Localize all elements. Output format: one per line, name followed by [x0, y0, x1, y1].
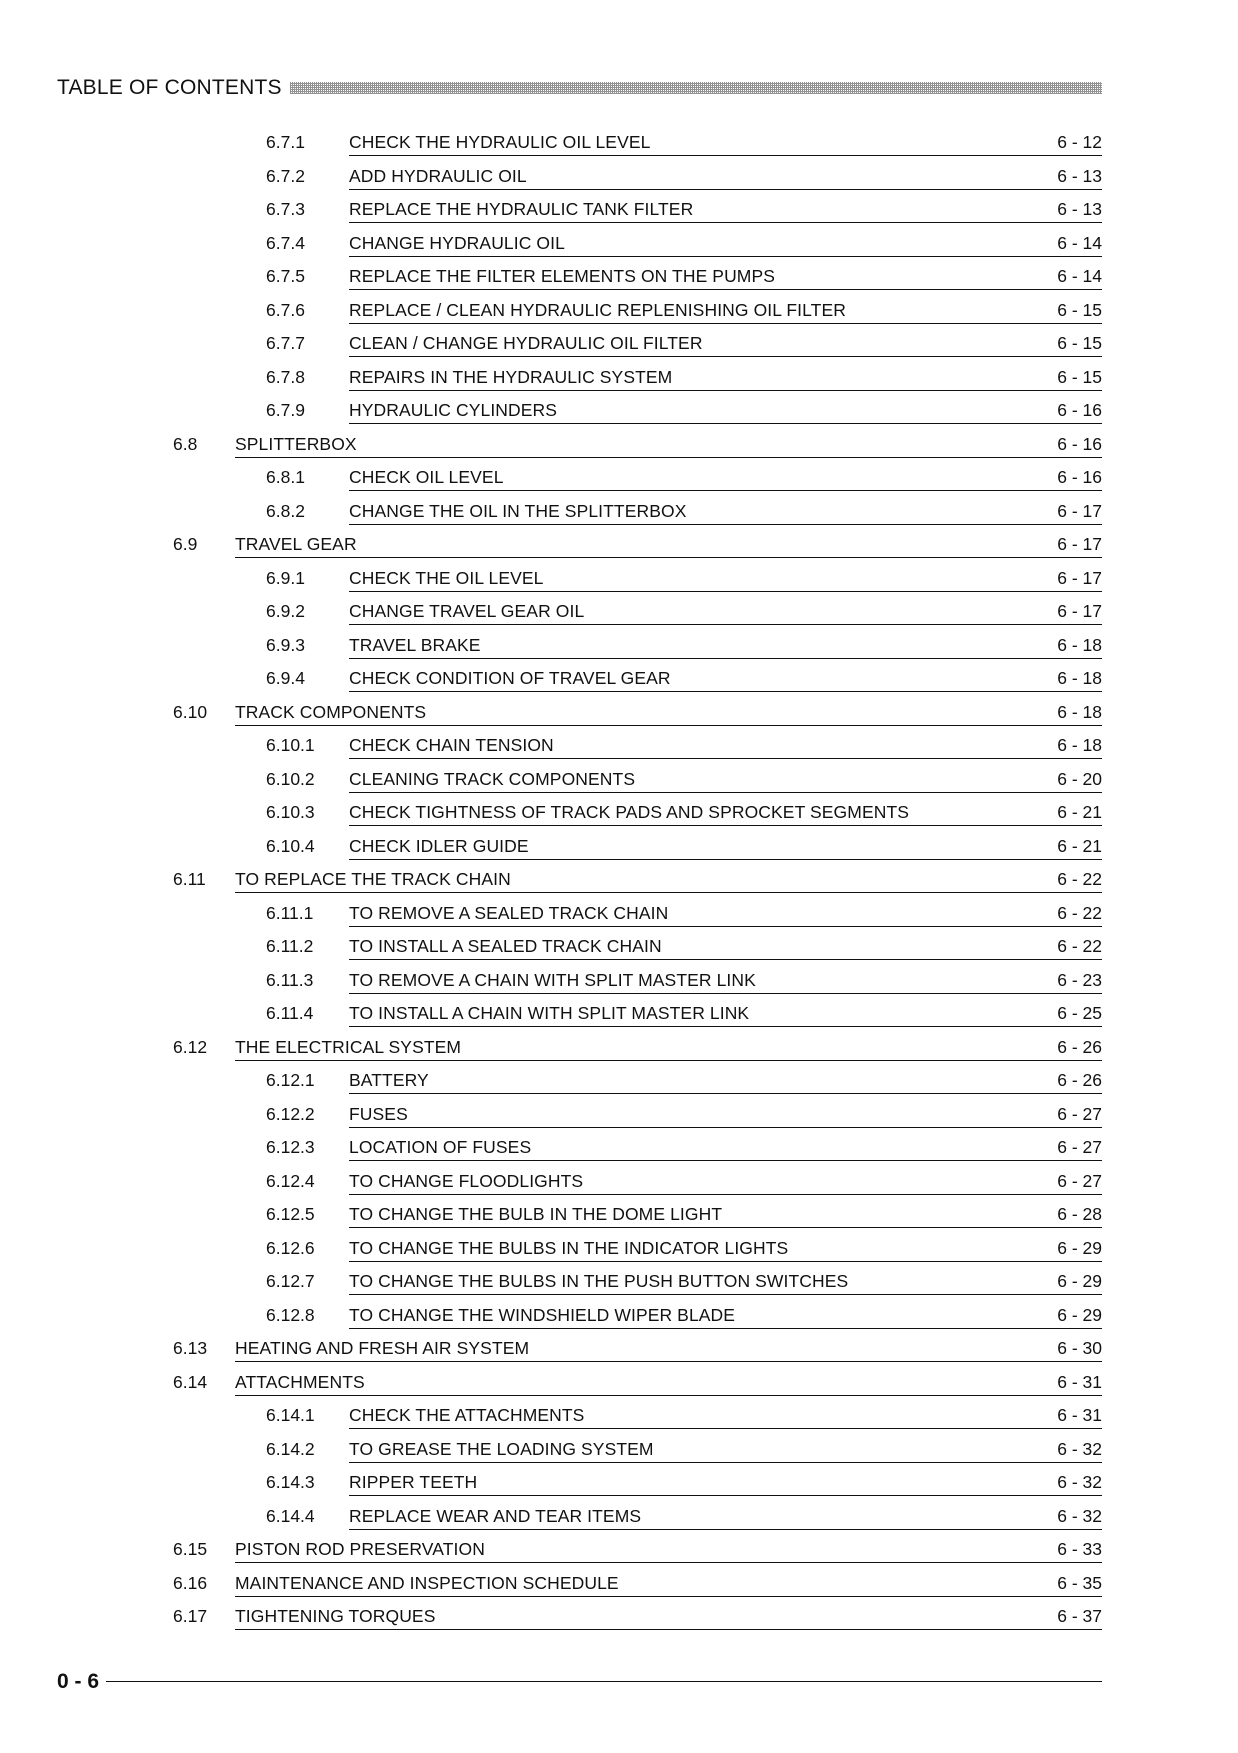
- toc-entry-underline: [349, 390, 1102, 391]
- page-title: TABLE OF CONTENTS: [57, 76, 282, 99]
- toc-entry-underline: [349, 758, 1102, 759]
- toc-entry-number: 6.7.5: [266, 266, 305, 286]
- toc-entry-title: REPLACE THE HYDRAULIC TANK FILTER: [349, 199, 694, 219]
- footer-rule: [106, 1681, 1102, 1682]
- toc-subsection-entry[interactable]: [0, 1131, 1238, 1165]
- toc-entry-page: 6 - 22: [1057, 936, 1102, 956]
- toc-entry-page: 6 - 26: [1057, 1036, 1102, 1057]
- toc-entry-underline: [349, 624, 1102, 625]
- toc-entry-underline: [235, 725, 1102, 726]
- toc-entry-page: 6 - 30: [1057, 1338, 1102, 1358]
- toc-entry-page: 6 - 33: [1057, 1539, 1102, 1559]
- toc-entry-underline: [349, 691, 1102, 692]
- toc-entry-title: TO REMOVE A CHAIN WITH SPLIT MASTER LINK: [349, 969, 756, 990]
- toc-entry-number: 6.10.4: [266, 835, 315, 856]
- toc-subsection-entry[interactable]: [0, 361, 1238, 395]
- toc-entry-number: 6.9: [173, 534, 198, 554]
- toc-entry-page: 6 - 15: [1057, 299, 1102, 320]
- toc-entry-number: 6.14.4: [266, 1505, 315, 1526]
- toc-subsection-entry[interactable]: [0, 495, 1238, 529]
- toc-entry-number: 6.16: [173, 1572, 208, 1593]
- toc-entry-page: 6 - 25: [1057, 1003, 1102, 1023]
- toc-entry-title: TIGHTENING TORQUES: [235, 1606, 436, 1626]
- toc-entry-underline: [349, 256, 1102, 257]
- toc-entry-number: 6.14: [173, 1371, 208, 1392]
- toc-entry-number: 6.10.3: [266, 802, 315, 822]
- toc-entry-number: 6.7.8: [266, 366, 305, 387]
- toc-entry-number: 6.12.7: [266, 1271, 315, 1291]
- toc-entry-page: 6 - 20: [1057, 768, 1102, 789]
- toc-entry-number: 6.12.2: [266, 1103, 315, 1124]
- toc-entry-title: CHECK CONDITION OF TRAVEL GEAR: [349, 668, 671, 688]
- toc-entry-underline: [235, 1629, 1102, 1630]
- toc-entry-number: 6.11.4: [266, 1003, 314, 1023]
- toc-entry-title: SPLITTERBOX: [235, 433, 357, 454]
- toc-entry-title: LOCATION OF FUSES: [349, 1137, 532, 1157]
- toc-section-entry[interactable]: [0, 1567, 1238, 1601]
- toc-entry-page: 6 - 17: [1057, 601, 1102, 621]
- toc-section-entry[interactable]: [0, 528, 1238, 562]
- toc-section-entry[interactable]: [0, 863, 1238, 897]
- toc-entry-number: 6.9.3: [266, 634, 305, 655]
- toc-entry-underline: [235, 892, 1102, 893]
- toc-subsection-entry[interactable]: [0, 394, 1238, 428]
- toc-entry-page: 6 - 17: [1057, 534, 1102, 554]
- toc-entry-title: CHECK CHAIN TENSION: [349, 735, 554, 755]
- toc-entry-page: 6 - 14: [1057, 232, 1102, 253]
- toc-subsection-entry[interactable]: [0, 1064, 1238, 1098]
- toc-section-entry[interactable]: [0, 428, 1238, 462]
- toc-entry-underline: [235, 1361, 1102, 1362]
- toc-entry-title: REPLACE THE FILTER ELEMENTS ON THE PUMPS: [349, 266, 776, 286]
- toc-entry-underline: [349, 1261, 1102, 1262]
- toc-entry-number: 6.12.5: [266, 1204, 315, 1224]
- toc-entry-underline: [349, 1529, 1102, 1530]
- toc-entry-underline: [349, 1462, 1102, 1463]
- toc-section-entry[interactable]: [0, 1533, 1238, 1567]
- toc-entry-page: 6 - 15: [1057, 366, 1102, 387]
- toc-subsection-entry[interactable]: [0, 830, 1238, 864]
- toc-entry-number: 6.8.1: [266, 467, 305, 487]
- toc-entry-underline: [349, 1026, 1102, 1027]
- toc-entry-underline: [235, 1596, 1102, 1597]
- toc-subsection-entry[interactable]: [0, 1466, 1238, 1500]
- toc-entry-page: 6 - 12: [1057, 132, 1102, 152]
- page-header: [57, 76, 1102, 100]
- toc-entry-number: 6.7.6: [266, 299, 305, 320]
- toc-entry-underline: [349, 1093, 1102, 1094]
- footer-page-number: 0 - 6: [57, 1670, 100, 1693]
- toc-entry-number: 6.15: [173, 1539, 208, 1559]
- toc-entry-underline: [349, 1328, 1102, 1329]
- toc-subsection-entry[interactable]: [0, 294, 1238, 328]
- toc-subsection-entry[interactable]: [0, 461, 1238, 495]
- toc-entry-page: 6 - 21: [1057, 835, 1102, 856]
- toc-subsection-entry[interactable]: [0, 1232, 1238, 1266]
- toc-entry-title: PISTON ROD PRESERVATION: [235, 1539, 485, 1559]
- toc-subsection-entry[interactable]: [0, 629, 1238, 663]
- toc-subsection-entry[interactable]: [0, 662, 1238, 696]
- toc-subsection-entry[interactable]: [0, 1198, 1238, 1232]
- toc-entry-page: 6 - 13: [1057, 165, 1102, 186]
- toc-subsection-entry[interactable]: [0, 997, 1238, 1031]
- toc-entry-number: 6.9.2: [266, 601, 305, 621]
- toc-entry-number: 6.14.2: [266, 1438, 315, 1459]
- toc-subsection-entry[interactable]: [0, 763, 1238, 797]
- toc-subsection-entry[interactable]: [0, 126, 1238, 160]
- toc-entry-page: 6 - 21: [1057, 802, 1102, 822]
- toc-entry-title: TO REPLACE THE TRACK CHAIN: [235, 869, 511, 889]
- toc-entry-underline: [349, 825, 1102, 826]
- toc-section-entry[interactable]: [0, 1600, 1238, 1634]
- toc-entry-page: 6 - 27: [1057, 1103, 1102, 1124]
- toc-entry-title: ADD HYDRAULIC OIL: [349, 165, 527, 186]
- toc-subsection-entry[interactable]: [0, 1500, 1238, 1534]
- toc-entry-title: CLEANING TRACK COMPONENTS: [349, 768, 636, 789]
- toc-entry-number: 6.12.4: [266, 1170, 315, 1191]
- toc-subsection-entry[interactable]: [0, 562, 1238, 596]
- toc-entry-page: 6 - 29: [1057, 1271, 1102, 1291]
- toc-entry-title: TO CHANGE THE BULB IN THE DOME LIGHT: [349, 1204, 723, 1224]
- toc-entry-title: CHECK THE OIL LEVEL: [349, 567, 544, 588]
- toc-subsection-entry[interactable]: [0, 260, 1238, 294]
- toc-entry-underline: [349, 926, 1102, 927]
- toc-entry-underline: [349, 1428, 1102, 1429]
- toc-entry-title: CHANGE THE OIL IN THE SPLITTERBOX: [349, 500, 687, 521]
- toc-subsection-entry[interactable]: [0, 1433, 1238, 1467]
- toc-entry-title: REPLACE WEAR AND TEAR ITEMS: [349, 1505, 642, 1526]
- toc-entry-number: 6.7.9: [266, 400, 305, 420]
- toc-entry-title: CHECK OIL LEVEL: [349, 467, 504, 487]
- toc-entry-title: TRACK COMPONENTS: [235, 701, 427, 722]
- toc-entry-underline: [349, 1194, 1102, 1195]
- toc-entry-number: 6.11: [173, 869, 206, 889]
- header-rule: [290, 82, 1102, 94]
- toc-entry-underline: [349, 792, 1102, 793]
- toc-entry-page: 6 - 31: [1057, 1371, 1102, 1392]
- toc-entry-page: 6 - 26: [1057, 1070, 1102, 1090]
- toc-subsection-entry[interactable]: [0, 160, 1238, 194]
- toc-entry-page: 6 - 37: [1057, 1606, 1102, 1626]
- toc-entry-title: CLEAN / CHANGE HYDRAULIC OIL FILTER: [349, 333, 703, 353]
- toc-entry-underline: [235, 1395, 1102, 1396]
- toc-entry-page: 6 - 22: [1057, 869, 1102, 889]
- toc-entry-underline: [235, 1060, 1102, 1061]
- toc-entry-page: 6 - 18: [1057, 701, 1102, 722]
- toc-entry-page: 6 - 14: [1057, 266, 1102, 286]
- toc-entry-underline: [349, 356, 1102, 357]
- toc-entry-underline: [349, 859, 1102, 860]
- toc-entry-title: TO CHANGE FLOODLIGHTS: [349, 1170, 584, 1191]
- toc-entry-underline: [349, 993, 1102, 994]
- toc-entry-page: 6 - 16: [1057, 433, 1102, 454]
- toc-subsection-entry[interactable]: [0, 1165, 1238, 1199]
- toc-entry-underline: [349, 658, 1102, 659]
- toc-entry-number: 6.9.1: [266, 567, 305, 588]
- toc-section-entry[interactable]: [0, 696, 1238, 730]
- toc-entry-title: THE ELECTRICAL SYSTEM: [235, 1036, 462, 1057]
- toc-entry-number: 6.10: [173, 701, 208, 722]
- toc-entry-title: BATTERY: [349, 1070, 429, 1090]
- toc-entry-title: FUSES: [349, 1103, 408, 1124]
- toc-subsection-entry[interactable]: [0, 796, 1238, 830]
- toc-entry-underline: [349, 1294, 1102, 1295]
- toc-entry-number: 6.12.8: [266, 1304, 315, 1325]
- toc-subsection-entry[interactable]: [0, 897, 1238, 931]
- toc-entry-title: CHECK IDLER GUIDE: [349, 835, 529, 856]
- toc-entry-page: 6 - 18: [1057, 634, 1102, 655]
- toc-entry-underline: [349, 524, 1102, 525]
- toc-entry-underline: [349, 490, 1102, 491]
- toc-entry-title: TO INSTALL A SEALED TRACK CHAIN: [349, 936, 662, 956]
- toc-entry-underline: [349, 423, 1102, 424]
- toc-entry-number: 6.8.2: [266, 500, 305, 521]
- toc-entry-page: 6 - 29: [1057, 1237, 1102, 1258]
- toc-subsection-entry[interactable]: [0, 227, 1238, 261]
- toc-entry-number: 6.14.1: [266, 1405, 315, 1425]
- toc-entry-number: 6.10.2: [266, 768, 315, 789]
- toc-entry-underline: [349, 1227, 1102, 1228]
- toc-entry-page: 6 - 32: [1057, 1472, 1102, 1492]
- toc-entry-title: ATTACHMENTS: [235, 1371, 365, 1392]
- toc-entry-number: 6.14.3: [266, 1472, 315, 1492]
- toc-entry-underline: [349, 1160, 1102, 1161]
- toc-section-entry[interactable]: [0, 1366, 1238, 1400]
- toc-entry-title: CHECK THE ATTACHMENTS: [349, 1405, 585, 1425]
- toc-entry-title: REPAIRS IN THE HYDRAULIC SYSTEM: [349, 366, 673, 387]
- toc-entry-title: TRAVEL BRAKE: [349, 634, 481, 655]
- toc-entry-page: 6 - 31: [1057, 1405, 1102, 1425]
- toc-entry-number: 6.17: [173, 1606, 208, 1626]
- toc-entry-title: TO CHANGE THE BULBS IN THE PUSH BUTTON SWITCHES: [349, 1271, 849, 1291]
- toc-entry-underline: [235, 457, 1102, 458]
- toc-entry-page: 6 - 17: [1057, 567, 1102, 588]
- toc-subsection-entry[interactable]: [0, 1399, 1238, 1433]
- toc-entry-page: 6 - 28: [1057, 1204, 1102, 1224]
- toc-subsection-entry[interactable]: [0, 327, 1238, 361]
- toc-entry-title: REPLACE / CLEAN HYDRAULIC REPLENISHING OIL FILTER: [349, 299, 846, 320]
- toc-entry-underline: [349, 591, 1102, 592]
- toc-entry-number: 6.7.1: [266, 132, 305, 152]
- toc-entry-underline: [349, 959, 1102, 960]
- toc-entry-title: HYDRAULIC CYLINDERS: [349, 400, 558, 420]
- toc-entry-number: 6.11.2: [266, 936, 314, 956]
- toc-entry-number: 6.7.3: [266, 199, 305, 219]
- toc-entry-number: 6.11.1: [266, 902, 314, 923]
- toc-entry-page: 6 - 23: [1057, 969, 1102, 990]
- toc-subsection-entry[interactable]: [0, 729, 1238, 763]
- toc-entry-underline: [349, 155, 1102, 156]
- toc-entry-page: 6 - 29: [1057, 1304, 1102, 1325]
- toc-entry-number: 6.8: [173, 433, 198, 454]
- toc-entry-number: 6.9.4: [266, 668, 305, 688]
- toc-entry-page: 6 - 16: [1057, 467, 1102, 487]
- toc-entry-number: 6.7.2: [266, 165, 305, 186]
- toc-entry-title: RIPPER TEETH: [349, 1472, 478, 1492]
- toc-entry-number: 6.7.7: [266, 333, 305, 353]
- toc-entry-page: 6 - 32: [1057, 1505, 1102, 1526]
- toc-entry-title: TO CHANGE THE WINDSHIELD WIPER BLADE: [349, 1304, 736, 1325]
- toc-entry-page: 6 - 22: [1057, 902, 1102, 923]
- toc-entry-page: 6 - 35: [1057, 1572, 1102, 1593]
- toc-entry-title: MAINTENANCE AND INSPECTION SCHEDULE: [235, 1572, 619, 1593]
- toc-entry-number: 6.12.6: [266, 1237, 315, 1258]
- toc-entry-number: 6.10.1: [266, 735, 315, 755]
- toc-entry-page: 6 - 18: [1057, 735, 1102, 755]
- toc-entry-number: 6.13: [173, 1338, 208, 1358]
- toc-entry-title: CHANGE HYDRAULIC OIL: [349, 232, 565, 253]
- toc-entry-page: 6 - 16: [1057, 400, 1102, 420]
- toc-entry-number: 6.7.4: [266, 232, 305, 253]
- toc-entry-underline: [349, 289, 1102, 290]
- toc-entry-title: HEATING AND FRESH AIR SYSTEM: [235, 1338, 530, 1358]
- toc-entry-title: CHECK TIGHTNESS OF TRACK PADS AND SPROCKET SEGMENTS: [349, 802, 910, 822]
- toc-subsection-entry[interactable]: [0, 1265, 1238, 1299]
- toc-entry-underline: [349, 189, 1102, 190]
- toc-entry-number: 6.12.3: [266, 1137, 315, 1157]
- toc-subsection-entry[interactable]: [0, 964, 1238, 998]
- toc-entry-title: TO REMOVE A SEALED TRACK CHAIN: [349, 902, 669, 923]
- toc-subsection-entry[interactable]: [0, 193, 1238, 227]
- toc-entry-title: TO CHANGE THE BULBS IN THE INDICATOR LIGHTS: [349, 1237, 789, 1258]
- toc-section-entry[interactable]: [0, 1332, 1238, 1366]
- toc-subsection-entry[interactable]: [0, 1299, 1238, 1333]
- toc-entry-underline: [349, 1495, 1102, 1496]
- toc-entry-title: CHECK THE HYDRAULIC OIL LEVEL: [349, 132, 651, 152]
- toc-entry-underline: [235, 1562, 1102, 1563]
- toc-entry-title: TO GREASE THE LOADING SYSTEM: [349, 1438, 654, 1459]
- toc-entry-page: 6 - 17: [1057, 500, 1102, 521]
- toc-entry-title: TRAVEL GEAR: [235, 534, 357, 554]
- toc-entry-page: 6 - 32: [1057, 1438, 1102, 1459]
- toc-entry-number: 6.12: [173, 1036, 208, 1057]
- toc-entry-underline: [235, 557, 1102, 558]
- toc-entry-underline: [349, 222, 1102, 223]
- toc-entry-underline: [349, 1127, 1102, 1128]
- toc-entry-number: 6.12.1: [266, 1070, 315, 1090]
- toc-entry-page: 6 - 27: [1057, 1170, 1102, 1191]
- toc-entry-page: 6 - 27: [1057, 1137, 1102, 1157]
- toc-entry-title: TO INSTALL A CHAIN WITH SPLIT MASTER LINK: [349, 1003, 750, 1023]
- toc-section-entry[interactable]: [0, 1031, 1238, 1065]
- toc-subsection-entry[interactable]: [0, 1098, 1238, 1132]
- toc-entry-number: 6.11.3: [266, 969, 314, 990]
- toc-entry-page: 6 - 13: [1057, 199, 1102, 219]
- toc-subsection-entry[interactable]: [0, 595, 1238, 629]
- toc-subsection-entry[interactable]: [0, 930, 1238, 964]
- toc-entry-title: CHANGE TRAVEL GEAR OIL: [349, 601, 585, 621]
- toc-entry-page: 6 - 18: [1057, 668, 1102, 688]
- toc-entry-page: 6 - 15: [1057, 333, 1102, 353]
- toc-entry-underline: [349, 323, 1102, 324]
